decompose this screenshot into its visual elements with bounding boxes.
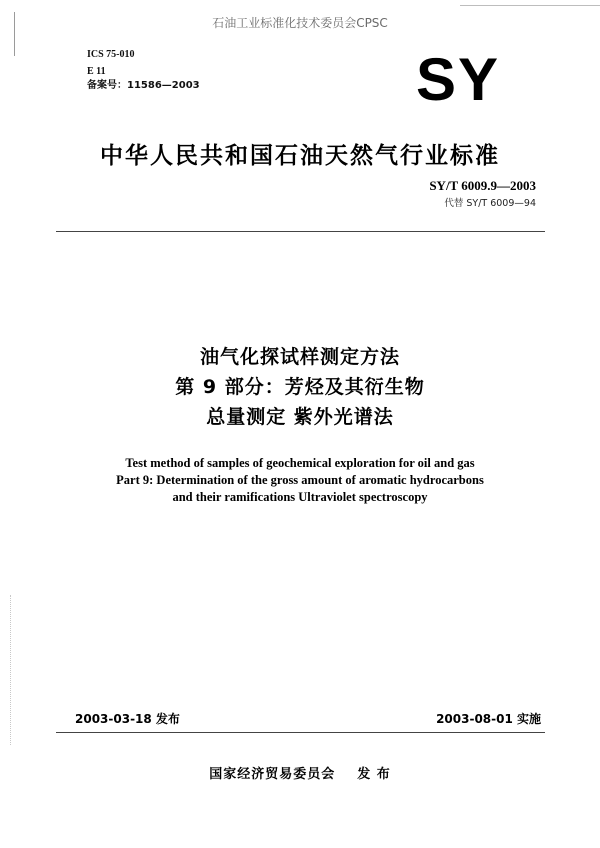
ics-code: ICS 75-010 bbox=[87, 49, 135, 60]
replaces-standard: 代替 SY/T 6009—94 bbox=[444, 198, 536, 209]
en-title-line-3: and their ramifications Ultraviolet spectroscopy bbox=[172, 490, 428, 504]
implementation-date: 2003-08-01 实施 bbox=[436, 712, 541, 726]
top-divider bbox=[56, 231, 545, 232]
standard-number: SY/T 6009.9—2003 bbox=[429, 178, 536, 193]
en-title-line-1: Test method of samples of geochemical exploration for oil and gas bbox=[125, 456, 475, 470]
sy-logo: SY bbox=[416, 46, 501, 113]
issuer-action: 发 布 bbox=[357, 767, 391, 782]
standard-category-title: 中华人民共和国石油天然气行业标准 bbox=[100, 143, 500, 169]
watermark-text: 石油工业标准化技术委员会CPSC bbox=[212, 16, 388, 30]
issuer-name: 国家经济贸易委员会 bbox=[209, 767, 336, 782]
cn-title-line-2: 第 9 部分：芳烃及其衍生物 bbox=[175, 376, 425, 398]
record-number: 备案号：11586—2003 bbox=[87, 80, 200, 91]
cn-title-line-3: 总量测定 紫外光谱法 bbox=[206, 406, 394, 428]
en-title-line-2: Part 9: Determination of the gross amount of aromatic hydrocarbons bbox=[116, 473, 484, 487]
header-rule bbox=[460, 5, 600, 6]
bottom-divider bbox=[56, 732, 545, 733]
cn-title-line-1: 油气化探试样测定方法 bbox=[199, 346, 400, 368]
issuer-line bbox=[150, 763, 450, 782]
margin-mark bbox=[14, 12, 15, 56]
issue-date: 2003-03-18 发布 bbox=[75, 712, 180, 726]
category-code: E 11 bbox=[87, 66, 106, 77]
scan-artifact bbox=[10, 595, 12, 745]
